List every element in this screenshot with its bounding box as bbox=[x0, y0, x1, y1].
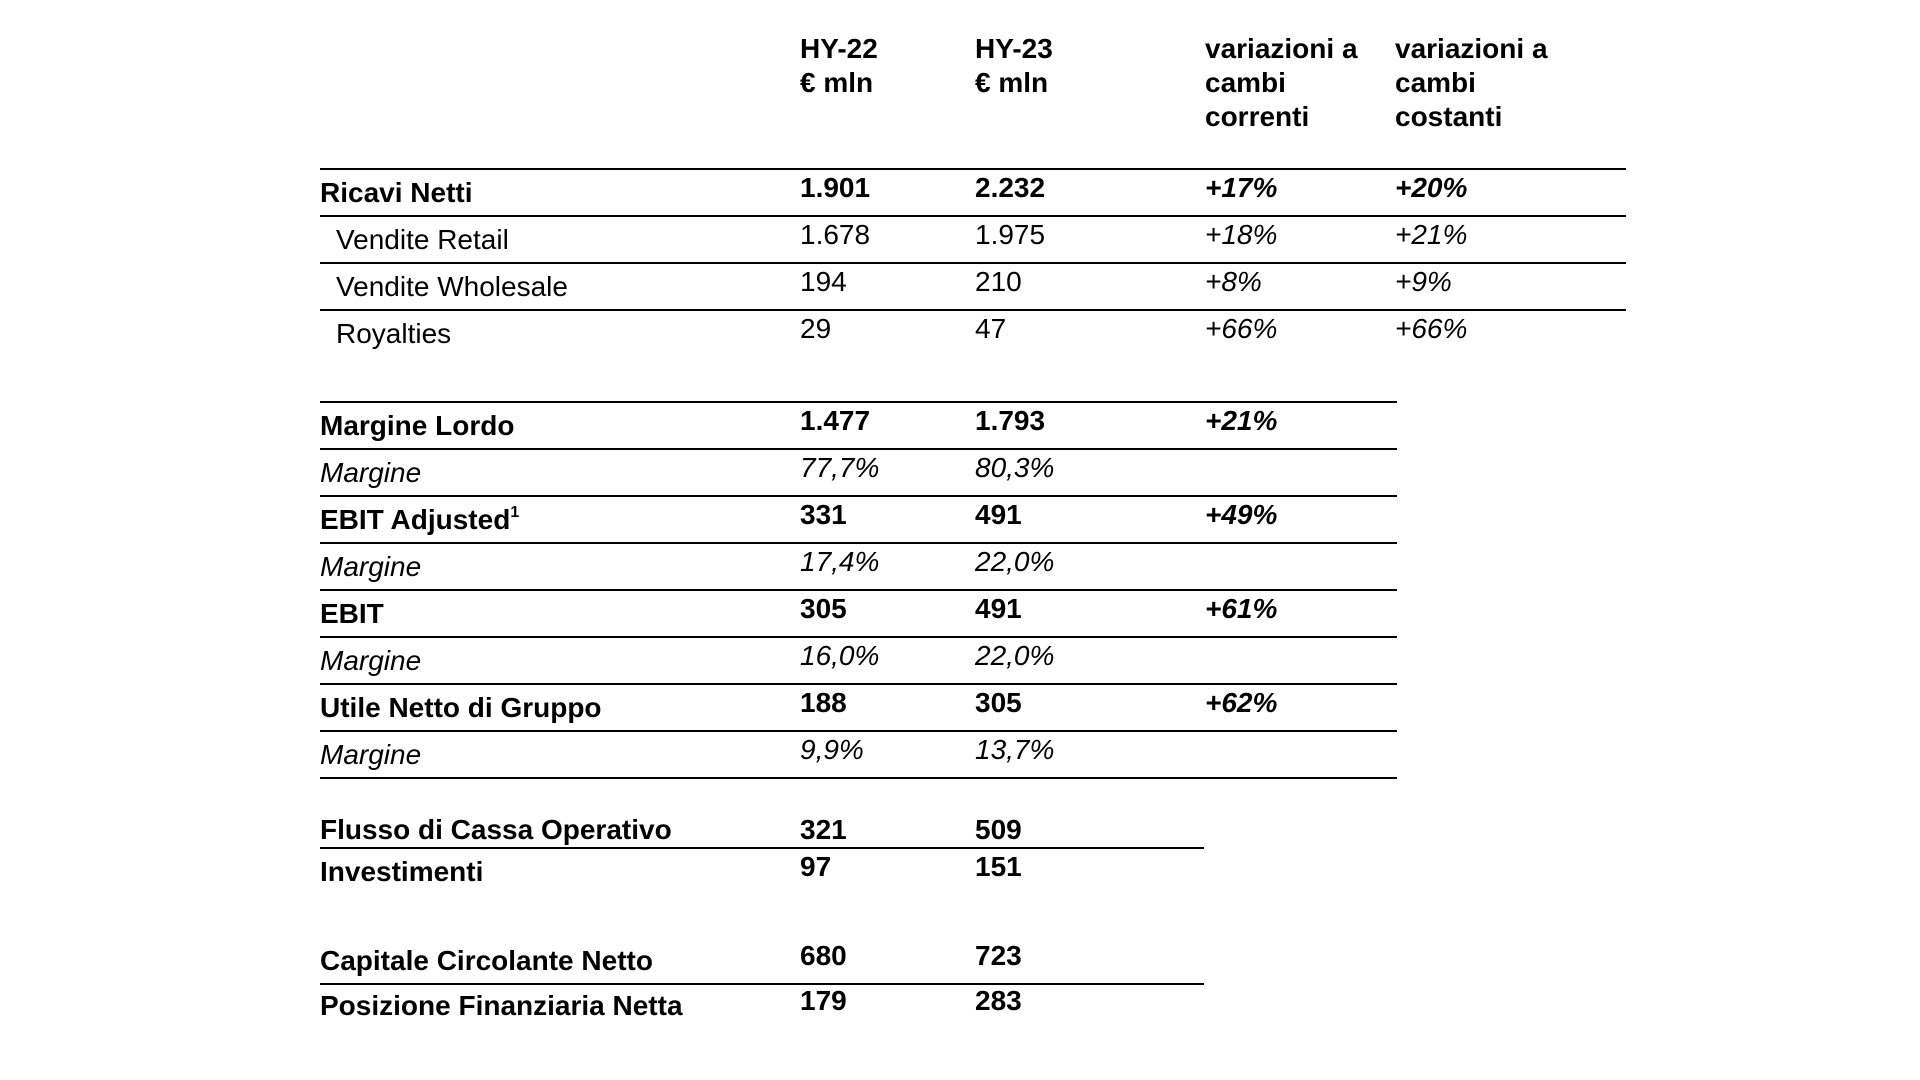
value-hy23: 22,0% bbox=[975, 640, 1055, 671]
value-hy22: 194 bbox=[800, 266, 847, 297]
value-var-current: +66% bbox=[1205, 313, 1278, 344]
value-var-current: +21% bbox=[1205, 405, 1278, 436]
row-label: Capitale Circolante Netto bbox=[320, 945, 653, 976]
value-hy23: 2.232 bbox=[975, 172, 1046, 203]
value-hy23: 151 bbox=[975, 851, 1022, 882]
value-hy22: 1.678 bbox=[800, 219, 871, 250]
rule bbox=[320, 589, 1397, 591]
value-var-constant: +21% bbox=[1395, 219, 1468, 250]
value-var-current: +49% bbox=[1205, 499, 1278, 530]
rule bbox=[320, 683, 1397, 685]
rule bbox=[320, 847, 1204, 849]
rule bbox=[320, 777, 1397, 779]
header-var-constant-line: cambi bbox=[1395, 67, 1476, 98]
rule bbox=[320, 983, 1204, 985]
value-var-constant: +9% bbox=[1395, 266, 1452, 297]
value-hy22: 9,9% bbox=[800, 734, 864, 765]
row-label-text: EBIT Adjusted bbox=[320, 504, 511, 535]
row-label: Posizione Finanziaria Netta bbox=[320, 990, 683, 1021]
value-hy22: 97 bbox=[800, 851, 832, 882]
footnote-marker: 1 bbox=[510, 503, 520, 521]
value-hy23: 509 bbox=[975, 814, 1022, 845]
value-hy23: 283 bbox=[975, 985, 1022, 1016]
rule bbox=[320, 168, 1626, 170]
rule bbox=[320, 542, 1397, 544]
value-var-current: +18% bbox=[1205, 219, 1278, 250]
value-hy23: 47 bbox=[975, 313, 1007, 344]
row-label: Margine bbox=[320, 457, 422, 488]
value-hy23: 210 bbox=[975, 266, 1022, 297]
row-label: Flusso di Cassa Operativo bbox=[320, 814, 672, 845]
header-var-constant-line: variazioni a bbox=[1395, 33, 1548, 64]
rule bbox=[320, 636, 1397, 638]
header-var-constant bbox=[1395, 32, 1548, 134]
value-hy23: 723 bbox=[975, 940, 1022, 971]
row-label: Margine bbox=[320, 551, 422, 582]
row-label: Margine Lordo bbox=[320, 410, 515, 441]
rule bbox=[320, 730, 1397, 732]
header-var-current-line: variazioni a bbox=[1205, 33, 1358, 64]
rule bbox=[320, 215, 1626, 217]
rule bbox=[320, 262, 1626, 264]
value-hy23: 80,3% bbox=[975, 452, 1055, 483]
row-label: Vendite Wholesale bbox=[336, 271, 568, 302]
row-label: Vendite Retail bbox=[336, 224, 509, 255]
header-hy23-line: HY-23 bbox=[975, 33, 1053, 64]
value-hy23: 13,7% bbox=[975, 734, 1055, 765]
value-hy22: 680 bbox=[800, 940, 847, 971]
value-var-current: +61% bbox=[1205, 593, 1278, 624]
value-hy23: 1.793 bbox=[975, 405, 1046, 436]
header-var-current-line: cambi bbox=[1205, 67, 1286, 98]
row-label bbox=[320, 503, 519, 537]
header-hy22 bbox=[800, 32, 878, 100]
value-hy23: 1.975 bbox=[975, 219, 1046, 250]
header-hy22-line: € mln bbox=[800, 67, 874, 98]
value-var-constant: +20% bbox=[1395, 172, 1468, 203]
value-hy23: 22,0% bbox=[975, 546, 1055, 577]
header-var-constant-line: costanti bbox=[1395, 101, 1503, 132]
row-label: Margine bbox=[320, 645, 422, 676]
row-label: Margine bbox=[320, 739, 422, 770]
row-label: EBIT bbox=[320, 598, 384, 629]
row-label: Utile Netto di Gruppo bbox=[320, 692, 602, 723]
value-var-current: +62% bbox=[1205, 687, 1278, 718]
value-hy23: 491 bbox=[975, 593, 1022, 624]
rule bbox=[320, 448, 1397, 450]
value-hy23: 305 bbox=[975, 687, 1022, 718]
value-hy22: 1.901 bbox=[800, 172, 871, 203]
value-hy22: 331 bbox=[800, 499, 847, 530]
value-hy22: 77,7% bbox=[800, 452, 880, 483]
value-hy22: 305 bbox=[800, 593, 847, 624]
value-hy22: 321 bbox=[800, 814, 847, 845]
row-label: Royalties bbox=[336, 318, 452, 349]
value-var-current: +17% bbox=[1205, 172, 1278, 203]
value-hy22: 188 bbox=[800, 687, 847, 718]
rule bbox=[320, 401, 1397, 403]
value-var-constant: +66% bbox=[1395, 313, 1468, 344]
header-var-current bbox=[1205, 32, 1358, 134]
header-hy22-line: HY-22 bbox=[800, 33, 878, 64]
rule bbox=[320, 495, 1397, 497]
header-hy23 bbox=[975, 32, 1053, 100]
value-hy22: 29 bbox=[800, 313, 832, 344]
row-label: Ricavi Netti bbox=[320, 177, 473, 208]
value-hy22: 16,0% bbox=[800, 640, 880, 671]
header-var-current-line: correnti bbox=[1205, 101, 1310, 132]
value-hy22: 1.477 bbox=[800, 405, 871, 436]
value-hy22: 179 bbox=[800, 985, 847, 1016]
value-var-current: +8% bbox=[1205, 266, 1262, 297]
header-hy23-line: € mln bbox=[975, 67, 1049, 98]
row-label: Investimenti bbox=[320, 856, 484, 887]
rule bbox=[320, 309, 1626, 311]
value-hy22: 17,4% bbox=[800, 546, 880, 577]
value-hy23: 491 bbox=[975, 499, 1022, 530]
